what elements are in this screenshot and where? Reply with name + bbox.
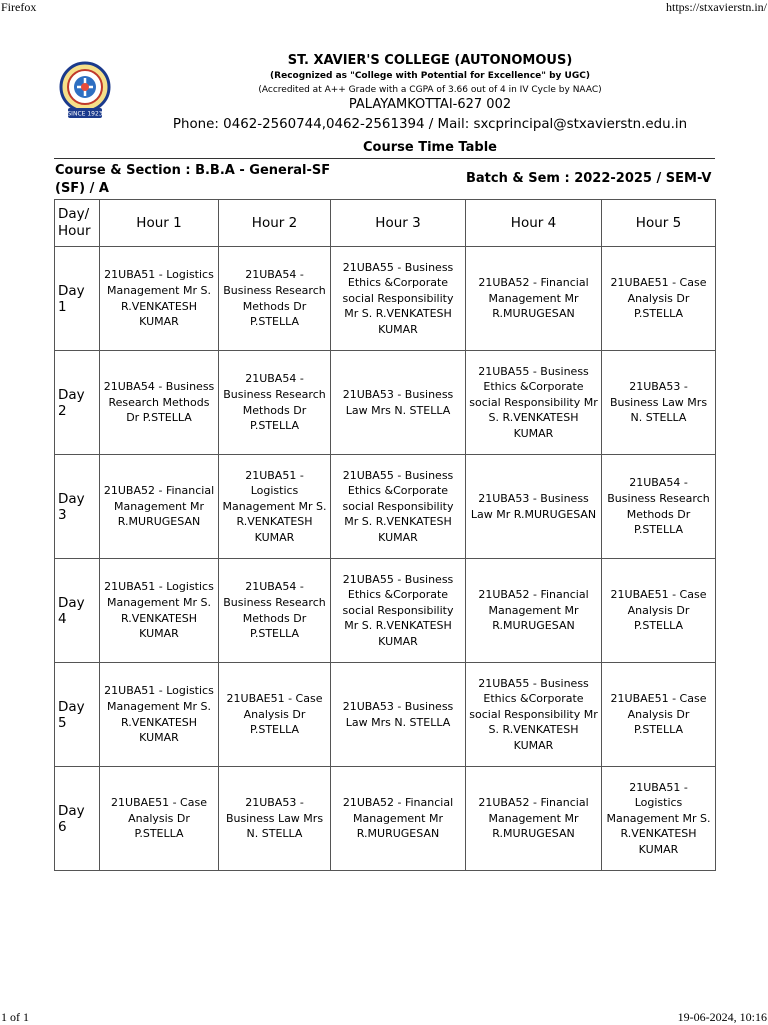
period-cell: 21UBA55 - Business Ethics &Corporate social Responsibility Mr S. R.VENKATESH KUMAR [331, 455, 466, 559]
corner-header: Day/ Hour [55, 200, 100, 247]
period-cell: 21UBA51 - Logistics Management Mr S. R.VENKATESH KUMAR [219, 455, 331, 559]
print-datetime: 19-06-2024, 10:16 [677, 1010, 767, 1024]
browser-print-header [0, 0, 768, 16]
hour-header: Hour 5 [602, 200, 716, 247]
hour-header: Hour 1 [100, 200, 219, 247]
period-cell: 21UBA52 - Financial Management Mr R.MURUGESAN [100, 455, 219, 559]
day-label: Day 5 [55, 663, 100, 767]
hour-header: Hour 3 [331, 200, 466, 247]
title-divider [54, 158, 715, 159]
table-row [55, 663, 716, 767]
hour-header: Hour 4 [466, 200, 602, 247]
day-label: Day 1 [55, 247, 100, 351]
period-cell: 21UBA54 - Business Research Methods Dr P.STELLA [219, 559, 331, 663]
browser-print-footer [0, 1010, 768, 1024]
period-cell: 21UBA51 - Logistics Management Mr S. R.VENKATESH KUMAR [100, 247, 219, 351]
period-cell: 21UBAE51 - Case Analysis Dr P.STELLA [100, 767, 219, 871]
period-cell: 21UBA55 - Business Ethics &Corporate social Responsibility Mr S. R.VENKATESH KUMAR [466, 351, 602, 455]
college-place: PALAYAMKOTTAI-627 002 [348, 97, 512, 112]
logo-since-text: SINCE 1923 [67, 110, 103, 118]
period-cell: 21UBA52 - Financial Management Mr R.MURUGESAN [331, 767, 466, 871]
period-cell: 21UBA53 - Business Law Mrs N. STELLA [602, 351, 716, 455]
period-cell: 21UBA53 - Business Law Mrs N. STELLA [219, 767, 331, 871]
day-label: Day 6 [55, 767, 100, 871]
day-label: Day 4 [55, 559, 100, 663]
period-cell: 21UBA55 - Business Ethics &Corporate social Responsibility Mr S. R.VENKATESH KUMAR [331, 559, 466, 663]
period-cell: 21UBA51 - Logistics Management Mr S. R.VENKATESH KUMAR [100, 663, 219, 767]
day-label: Day 3 [55, 455, 100, 559]
period-cell: 21UBA52 - Financial Management Mr R.MURUGESAN [466, 247, 602, 351]
period-cell: 21UBAE51 - Case Analysis Dr P.STELLA [602, 247, 716, 351]
day-label: Day 2 [55, 351, 100, 455]
period-cell: 21UBA55 - Business Ethics &Corporate social Responsibility Mr S. R.VENKATESH KUMAR [466, 663, 602, 767]
period-cell: 21UBA53 - Business Law Mrs N. STELLA [331, 351, 466, 455]
timetable-grid [54, 199, 716, 871]
table-row [55, 767, 716, 871]
period-cell: 21UBA51 - Logistics Management Mr S. R.VENKATESH KUMAR [100, 559, 219, 663]
period-cell: 21UBA54 - Business Research Methods Dr P.STELLA [602, 455, 716, 559]
period-cell: 21UBA54 - Business Research Methods Dr P.STELLA [219, 247, 331, 351]
table-row [55, 247, 716, 351]
period-cell: 21UBA54 - Business Research Methods Dr P.STELLA [100, 351, 219, 455]
table-row [55, 559, 716, 663]
period-cell: 21UBAE51 - Case Analysis Dr P.STELLA [602, 559, 716, 663]
period-cell: 21UBA53 - Business Law Mr R.MURUGESAN [466, 455, 602, 559]
table-row [55, 351, 716, 455]
period-cell: 21UBA53 - Business Law Mrs N. STELLA [331, 663, 466, 767]
period-cell: 21UBA54 - Business Research Methods Dr P.STELLA [219, 351, 331, 455]
period-cell: 21UBA52 - Financial Management Mr R.MURUGESAN [466, 559, 602, 663]
period-cell: 21UBAE51 - Case Analysis Dr P.STELLA [219, 663, 331, 767]
period-cell: 21UBAE51 - Case Analysis Dr P.STELLA [602, 663, 716, 767]
college-name: ST. XAVIER'S COLLEGE (AUTONOMOUS) [287, 53, 573, 68]
period-cell: 21UBA55 - Business Ethics &Corporate social Responsibility Mr S. R.VENKATESH KUMAR [331, 247, 466, 351]
period-cell: 21UBA52 - Financial Management Mr R.MURUGESAN [466, 767, 602, 871]
period-cell: 21UBA51 - Logistics Management Mr S. R.VENKATESH KUMAR [602, 767, 716, 871]
page-url[interactable]: https://stxavierstn.in/ [666, 0, 767, 14]
page-counter: 1 of 1 [1, 1010, 29, 1024]
timetable-header-row [55, 200, 716, 247]
batch-semester: Batch & Sem : 2022-2025 / SEM-V [466, 171, 712, 186]
page-title: Course Time Table [363, 140, 497, 155]
hour-header: Hour 2 [219, 200, 331, 247]
college-contact: Phone: 0462-2560744,0462-2561394 / Mail: sxcprincipal@stxavierstn.edu.in [172, 117, 688, 132]
table-row [55, 455, 716, 559]
browser-app-name: Firefox [1, 0, 37, 14]
college-recognition: (Recognized as "College with Potential for Excellence" by UGC) [270, 71, 590, 81]
college-accreditation: (Accredited at A++ Grade with a CGPA of 3.66 out of 4 in IV Cycle by NAAC) [258, 85, 602, 95]
course-section: Course & Section : B.B.A - General-SF (SF) / A [55, 163, 331, 196]
